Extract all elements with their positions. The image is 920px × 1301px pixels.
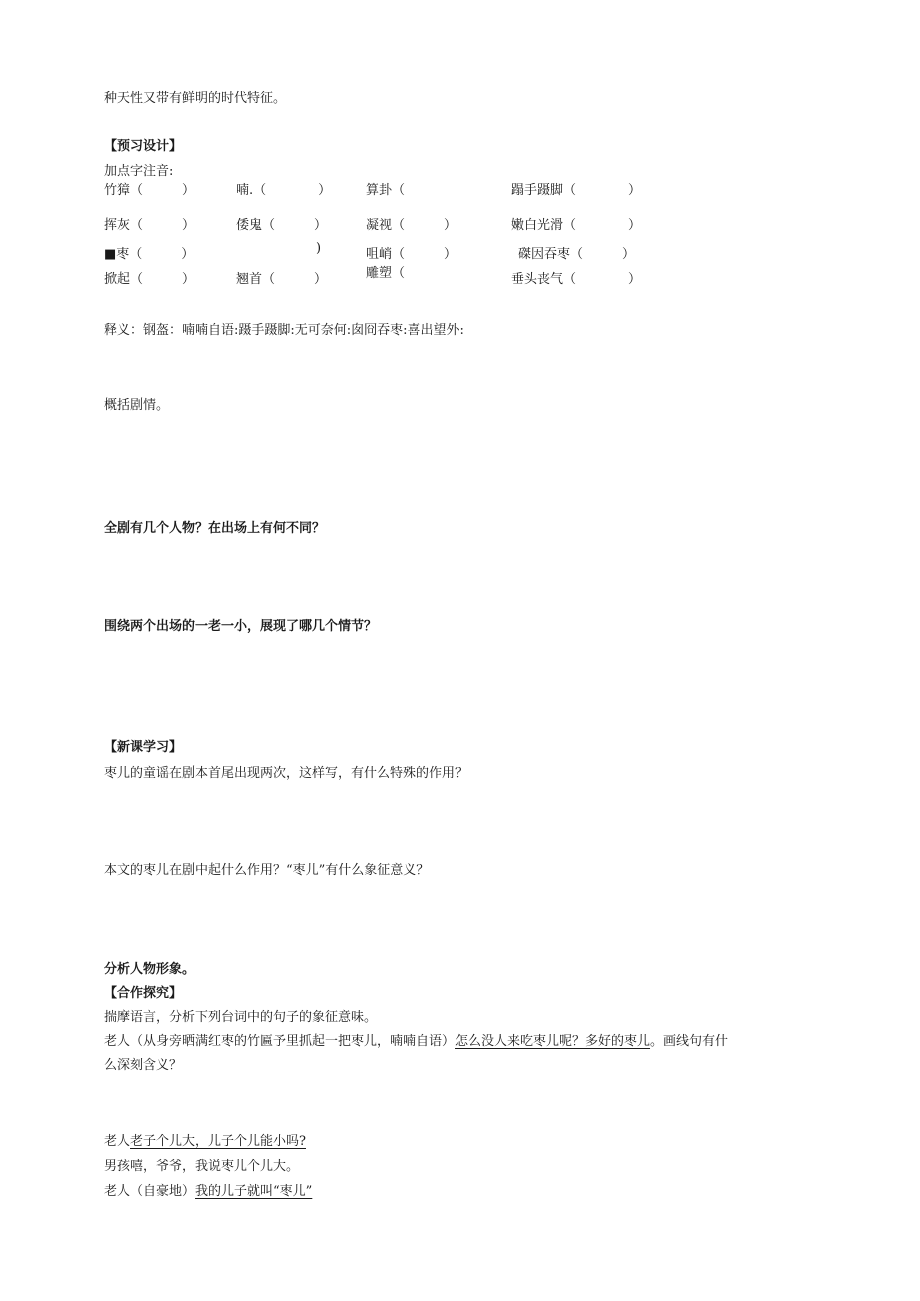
new-lesson-header: 【新课学习】 — [104, 740, 183, 755]
pinyin-cell: 竹獐（ ） — [104, 183, 196, 198]
pinyin-cell: 翘首（ ） — [236, 272, 328, 287]
question-plots: 围绕两个出场的一老一小，展现了哪几个情节？ — [104, 619, 378, 634]
summary-prompt: 概括剧情。 — [104, 398, 170, 413]
pinyin-cell: ) — [316, 241, 322, 256]
underlined-quote: 怎么没人来吃枣儿呢？多好的枣儿 — [455, 1034, 651, 1049]
pinyin-cell: 凝视（ ） — [366, 218, 458, 233]
question-characters: 全剧有几个人物？在出场上有何不同？ — [104, 521, 326, 536]
quote-context: 老人（从身旁晒满红枣的竹匾予里抓起一把枣儿，喃喃自语） — [104, 1034, 456, 1049]
pinyin-cell: 掀起（ ） — [104, 272, 196, 287]
pinyin-cell: 算卦（ — [366, 183, 406, 198]
question-ballad: 枣儿的童谣在剧本首尾出现两次，这样写，有什么特殊的作用？ — [104, 766, 469, 781]
underlined-dialogue: 我的儿子就叫“枣儿” — [195, 1184, 313, 1199]
pinyin-cell: 咀峭（ ） — [366, 247, 458, 262]
meaning-line: 释义：钢盔：喃喃自语:蹑手蹑脚:无可奈何:囱冏吞枣:喜出望外: — [104, 323, 464, 338]
coop-instruction: 揣摩语言，分析下列台词中的句子的象征意味。 — [104, 1010, 378, 1025]
question-symbol: 本文的枣儿在剧中起什么作用？“枣儿”有什么象征意义？ — [104, 863, 430, 878]
pinyin-cell: 倭鬼（ ） — [236, 218, 328, 233]
question-character-analysis: 分析人物形象。 — [104, 962, 196, 977]
speaker: 老人（自豪地） — [104, 1184, 196, 1199]
pinyin-cell: 蹋手蹑脚（ ） — [511, 183, 642, 198]
intro-tail-text: 种天性又带有鲜明的时代特征。 — [104, 91, 287, 106]
coop-quote-line-cont: 么深刻含义？ — [104, 1058, 183, 1073]
pinyin-cell: 嫩白光滑（ ） — [511, 218, 642, 233]
pinyin-cell: 垂头丧气（ ） — [511, 272, 642, 287]
pinyin-cell: 挥灰（ ） — [104, 218, 196, 233]
pinyin-cell: 喃.（ ） — [236, 183, 332, 198]
dialogue-line — [104, 1134, 306, 1150]
dialogue-line: 男孩嘻，爷爷，我说枣儿个儿大。 — [104, 1159, 300, 1174]
pinyin-label: 加点字注音: — [104, 164, 174, 179]
preview-section-header: 【预习设计】 — [104, 139, 183, 154]
underlined-dialogue: 老子个儿大，儿子个儿能小吗? — [130, 1134, 306, 1149]
pinyin-cell: ■枣（ ） — [104, 247, 195, 262]
dialogue-line — [104, 1184, 312, 1200]
quote-followup: 。画线句有什 — [650, 1034, 729, 1049]
speaker: 老人 — [104, 1134, 131, 1149]
coop-section-header: 【合作探究】 — [104, 986, 183, 1001]
coop-quote-line — [104, 1034, 728, 1050]
pinyin-cell: 雕塑（ — [366, 266, 406, 281]
pinyin-cell: 磔因吞枣（ ） — [518, 247, 636, 262]
